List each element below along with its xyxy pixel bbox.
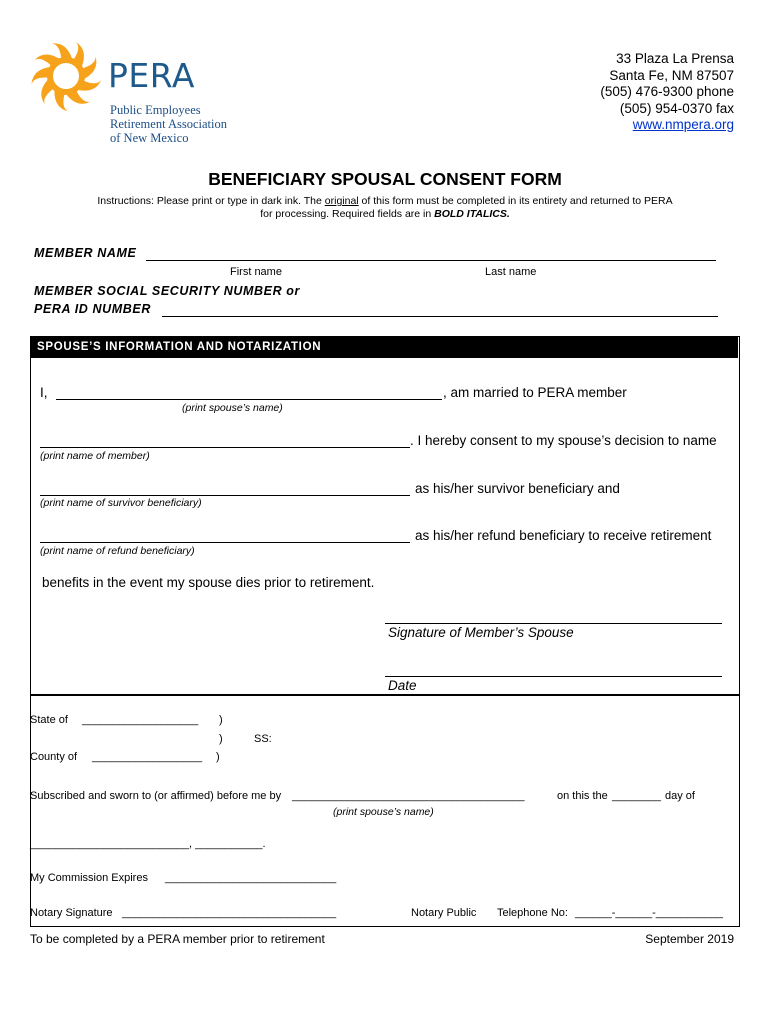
state-field[interactable]: ___________________ <box>82 714 199 726</box>
date-line[interactable] <box>385 676 722 677</box>
signature-label: Signature of Member’s Spouse <box>388 625 574 640</box>
notary-date-field[interactable]: __________________________, ___________. <box>30 838 266 850</box>
married-text: , am married to PERA member <box>443 385 627 400</box>
telephone-field[interactable]: ______-______-___________ <box>575 907 724 919</box>
original-word: original <box>324 195 359 207</box>
consent-text: . I hereby consent to my spouse’s decision to name <box>410 433 717 448</box>
bold-italics-note: BOLD ITALICS. <box>434 208 510 220</box>
notary-signature-label: Notary Signature <box>30 907 113 919</box>
day-of-text: day of <box>665 790 695 802</box>
paren-2: ) <box>219 733 223 745</box>
print-refund-hint: (print name of refund beneficiary) <box>40 545 195 557</box>
subscribed-text: Subscribed and sworn to (or affirmed) before me by <box>30 790 282 802</box>
county-of-label: County of <box>30 751 78 763</box>
member-name-label: MEMBER NAME <box>34 246 137 260</box>
section-header: SPOUSE’S INFORMATION AND NOTARIZATION <box>31 337 738 358</box>
address-line-2: Santa Fe, NM 87507 <box>609 67 734 83</box>
refund-beneficiary-field[interactable] <box>40 542 410 543</box>
ss-label: SS: <box>254 733 272 745</box>
print-spouse-name-hint: (print spouse’s name) <box>182 402 283 414</box>
first-name-label: First name <box>230 266 282 278</box>
logo-subtitle-3: of New Mexico <box>110 131 189 145</box>
logo-name: PERA <box>108 56 195 95</box>
logo-subtitle-1: Public Employees <box>110 103 201 117</box>
commission-field[interactable]: ____________________________ <box>165 872 337 884</box>
subscribed-name-field[interactable]: ______________________________________ <box>292 790 525 802</box>
benefits-text: benefits in the event my spouse dies prior to retirement. <box>42 575 375 590</box>
notary-signature-field[interactable]: ___________________________________ <box>122 907 337 919</box>
sun-icon <box>30 40 102 112</box>
pera-id-label: PERA ID NUMBER <box>34 302 151 316</box>
address-block <box>600 51 734 134</box>
day-field[interactable]: ________ <box>612 790 661 802</box>
address-phone: (505) 476-9300 phone <box>600 84 734 99</box>
pera-logo <box>30 40 250 150</box>
logo-subtitle-2: Retirement Association <box>110 117 227 131</box>
refund-text: as his/her refund beneficiary to receive retirement <box>415 528 712 543</box>
address-line-1: 33 Plaza La Prensa <box>616 51 734 66</box>
member-name-line[interactable] <box>40 447 410 448</box>
spouse-signature-line[interactable] <box>385 623 722 624</box>
footer-note: To be completed by a PERA member prior to retirement <box>30 932 325 946</box>
instructions: Instructions: Please print or type in dark ink. The original of this form must be completed in its entirety and returned to PERA for processing. Required fields are in BOLD ITALICS. <box>97 195 673 220</box>
ssn-pera-id-field[interactable] <box>162 316 718 317</box>
paren-3: ) <box>216 751 220 763</box>
on-this-text: on this the <box>557 790 608 802</box>
ssn-label: MEMBER SOCIAL SECURITY NUMBER or <box>34 284 300 298</box>
last-name-label: Last name <box>485 266 537 278</box>
notary-public-label: Notary Public <box>411 907 477 919</box>
i-label: I, <box>40 385 48 400</box>
website-link[interactable]: www.nmpera.org <box>632 117 734 132</box>
county-field[interactable]: __________________ <box>92 751 203 763</box>
print-member-name-hint: (print name of member) <box>40 450 150 462</box>
footer-date: September 2019 <box>645 932 734 946</box>
spouse-name-field[interactable] <box>56 399 442 400</box>
date-label: Date <box>388 678 417 693</box>
state-of-label: State of <box>30 714 68 726</box>
notary-print-spouse-hint: (print spouse’s name) <box>333 806 434 818</box>
survivor-beneficiary-field[interactable] <box>40 495 410 496</box>
address-fax: (505) 954-0370 fax <box>619 100 734 116</box>
commission-label: My Commission Expires <box>30 872 148 884</box>
form-title: BENEFICIARY SPOUSAL CONSENT FORM <box>208 169 562 189</box>
member-name-field[interactable] <box>146 260 716 261</box>
survivor-text: as his/her survivor beneficiary and <box>415 481 620 496</box>
telephone-label: Telephone No: <box>497 907 568 919</box>
paren-1: ) <box>219 714 223 726</box>
print-survivor-hint: (print name of survivor beneficiary) <box>40 497 202 509</box>
spouse-section <box>30 336 740 696</box>
